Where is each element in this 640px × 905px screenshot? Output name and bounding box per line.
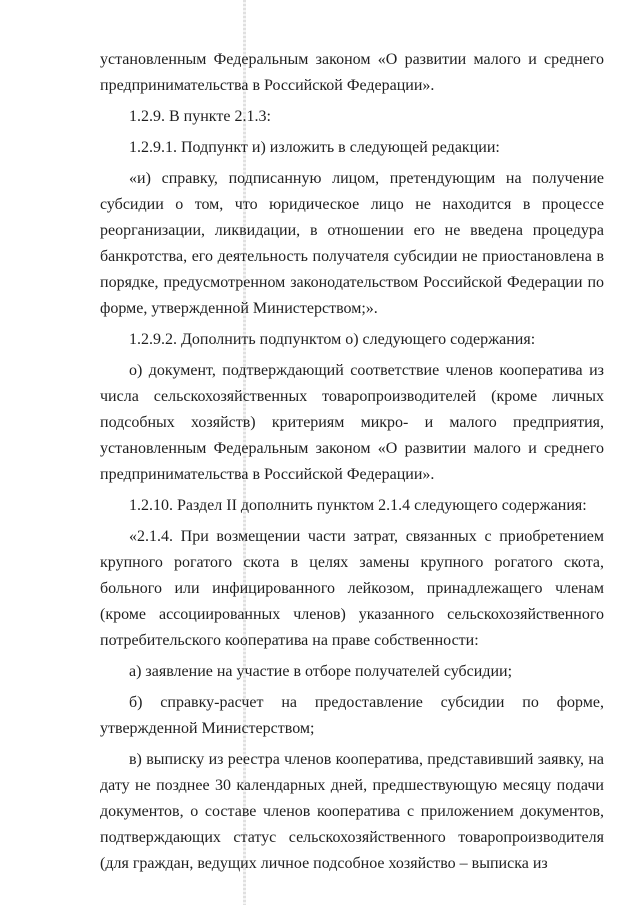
paragraph-8: «2.1.4. При возмещении части затрат, связанных с приобретением крупного рогатого скота в целях замены крупного рогатого скота, больного или инфицированного лейкозом, принадлежащего членам (кроме ассоциированных членов) указанного сельскохозяйственного потребительского кооператива на праве собственности: [100,528,604,649]
paragraph-11: в) выписку из реестра членов кооператива, представивший заявку, на дату не позднее 30 календарных дней, предшествующую месяцу подачи документов, о составе членов кооператива с приложением документов, подтверждающих статус сельскохозяйственного товаропроизводителя (для граждан, ведущих личное подсобное хозяйство – выписка из [100,751,604,872]
paragraph-3: 1.2.9.1. Подпункт и) изложить в следующей редакции: [129,139,500,156]
paragraph-7: 1.2.10. Раздел II дополнить пунктом 2.1.4 следующего содержания: [129,497,587,514]
paragraph-2: 1.2.9. В пункте 2.1.3: [129,108,271,125]
paragraph-9: а) заявление на участие в отборе получателей субсидии; [129,663,513,680]
paragraph-6: о) документ, подтверждающий соответствие членов кооператива из числа сельскохозяйственных товаропроизводителей (кроме личных подсобных хозяйств) критериям микро- и малого предприятия, установленным Федеральным законом «О развитии малого и среднего предпринимательства в Российской Федерации». [100,362,604,483]
paragraph-1: установленным Федеральным законом «О развитии малого и среднего предпринимательства в Российской Федерации». [100,51,604,94]
paragraph-4: «и) справку, подписанную лицом, претендующим на получение субсидии о том, что юридическое лицо не находится в процессе реорганизации, ликвидации, в отношении его не введена процедура банкротства, его деятельность получателя субсидии не приостановлена в порядке, предусмотренном законодательством Российской Федерации по форме, утвержденной Министерством;». [100,170,604,317]
paragraph-10: б) справку-расчет на предоставление субсидии по форме, утвержденной Министерством; [100,694,604,737]
document-body [100,47,604,882]
paragraph-5: 1.2.9.2. Дополнить подпунктом о) следующего содержания: [129,331,536,348]
